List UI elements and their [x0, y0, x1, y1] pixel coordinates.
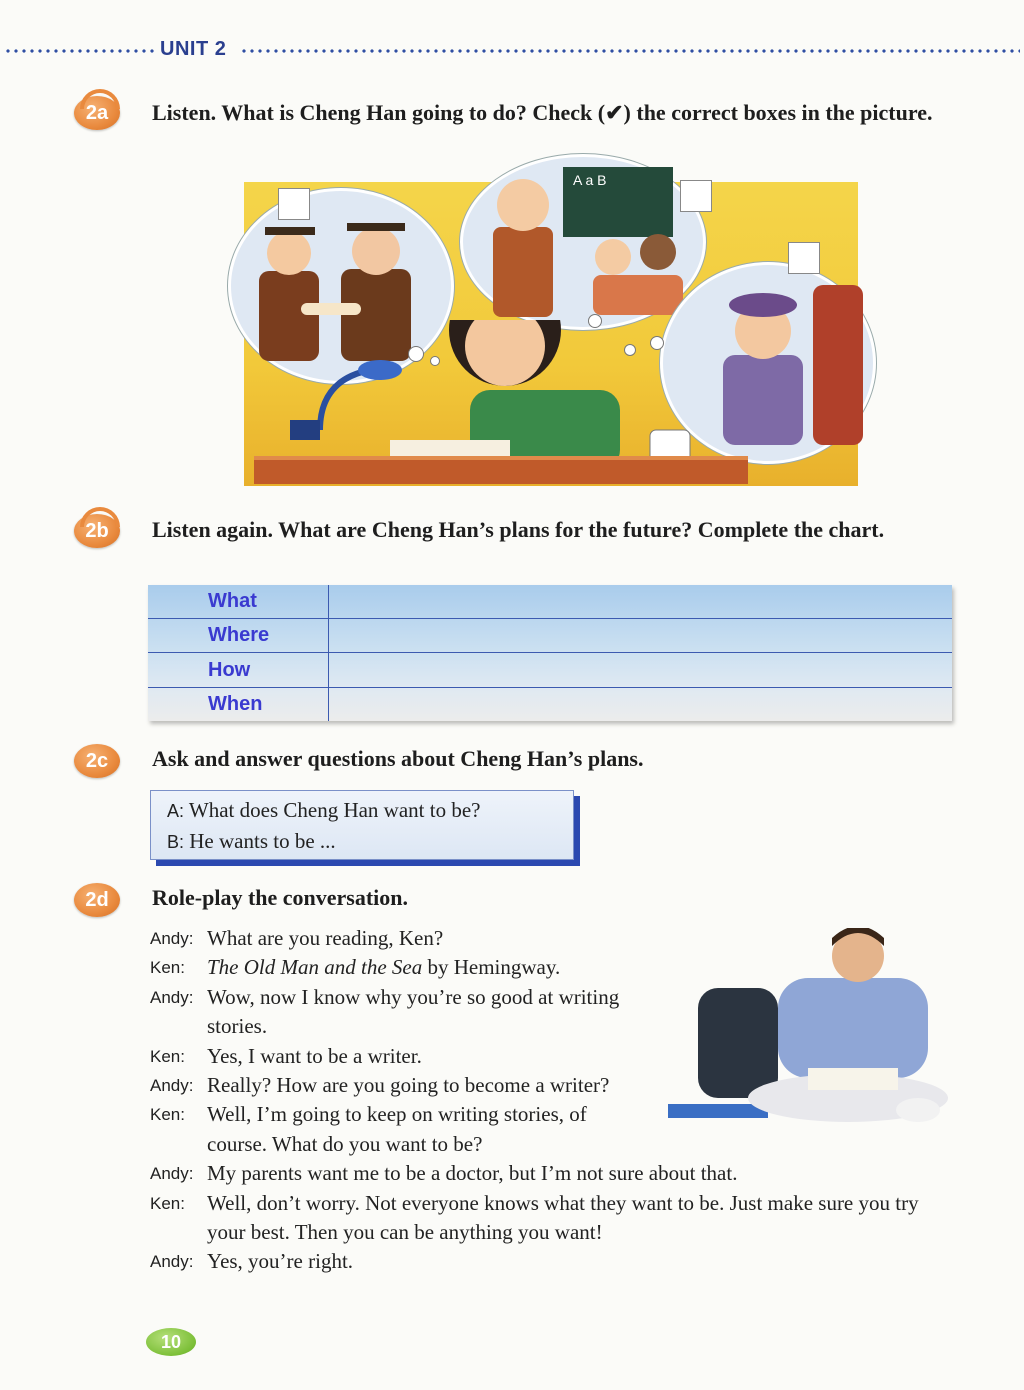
chart-cell-how[interactable]: [328, 653, 952, 687]
chart-row-what: [148, 585, 952, 619]
checkbox-teacher[interactable]: [680, 180, 712, 212]
speaker-name: Andy:: [150, 987, 194, 1007]
dotted-rule-right: [240, 49, 1020, 53]
dialog-text-a: What does Cheng Han want to be?: [188, 798, 481, 822]
badge-2d: 2d: [74, 883, 120, 917]
dotted-rule-left: [4, 49, 156, 53]
illustration-cheng-han-dreaming: [240, 150, 870, 490]
instruction-2c: Ask and answer questions about Cheng Han’s plans.: [152, 746, 644, 771]
speaker-name: Ken:: [150, 1105, 185, 1125]
speaker-name: Ken:: [150, 1046, 185, 1066]
dialog-speaker-b: B:: [167, 832, 185, 852]
dialog-line-b: [167, 826, 573, 857]
plans-chart: [148, 585, 952, 721]
speaker-name: Andy:: [150, 1164, 194, 1184]
utterance-rest: by Hemingway.: [422, 955, 561, 980]
utterance: Really? How are you going to become a writer?: [207, 1073, 610, 1098]
chart-cell-where[interactable]: [328, 619, 952, 653]
utterance: Wow, now I know why you’re so good at writing stories.: [207, 984, 620, 1039]
example-dialog-box: [150, 790, 574, 860]
speaker-name: Andy:: [150, 929, 194, 948]
dialog-line-a: [167, 795, 573, 826]
utterance: [207, 953, 637, 982]
chart-cell-when[interactable]: [328, 687, 952, 721]
chart-label-what: What: [148, 585, 328, 619]
utterance: Yes, I want to be a writer.: [207, 1043, 422, 1068]
chart-label-how: How: [148, 653, 328, 687]
blackboard-letters: A a B: [573, 172, 607, 188]
badge-2b-listening-icon: 2b: [74, 514, 120, 548]
boy-reading-photo: [668, 928, 950, 1130]
chart-label-when: When: [148, 687, 328, 721]
utterance: My parents want me to be a doctor, but I’m not sure about that.: [207, 1161, 738, 1186]
speaker-name: Andy:: [150, 1076, 194, 1096]
conversation-line: [150, 1247, 950, 1276]
conversation-line: [150, 1159, 950, 1188]
checkbox-graduation[interactable]: [278, 188, 310, 220]
desk: [254, 456, 748, 484]
dialog-text-b: He wants to be ...: [189, 829, 336, 853]
conversation-line: [150, 1189, 950, 1248]
instruction-2b: Listen again. What are Cheng Han’s plans for the future? Complete the chart.: [152, 517, 885, 542]
chart-label-where: Where: [148, 619, 328, 653]
utterance: Well, don’t worry. Not everyone knows what they want to be. Just make sure you try your best. Then you can be anything you want!: [207, 1190, 919, 1245]
utterance: What are you reading, Ken?: [207, 926, 444, 950]
page-number: 10: [146, 1328, 196, 1356]
speaker-name: Ken:: [150, 1193, 185, 1213]
utterance: Well, I’m going to keep on writing stories, of course. What do you want to be?: [207, 1102, 587, 1156]
unit-header: [0, 36, 1024, 64]
checkbox-actor[interactable]: [788, 242, 820, 274]
speaker-name: Ken:: [150, 958, 185, 978]
chart-row-how: [148, 653, 952, 687]
unit-label: UNIT 2: [160, 38, 227, 60]
instruction-2a: Listen. What is Cheng Han going to do? Check (✔) the correct boxes in the picture.: [152, 100, 933, 125]
badge-2c: 2c: [74, 744, 120, 778]
utterance: Yes, you’re right.: [207, 1249, 354, 1274]
speaker-name: Andy:: [150, 1252, 194, 1272]
book-title: The Old Man and the Sea: [207, 955, 423, 980]
chart-row-where: [148, 619, 952, 653]
dialog-speaker-a: A:: [167, 801, 185, 821]
instruction-2d: Role-play the conversation.: [152, 885, 409, 910]
boy-studying-icon: [280, 320, 700, 470]
chart-row-when: [148, 687, 952, 721]
chart-cell-what[interactable]: [328, 585, 952, 619]
badge-2a-listening-icon: 2a: [74, 96, 120, 130]
